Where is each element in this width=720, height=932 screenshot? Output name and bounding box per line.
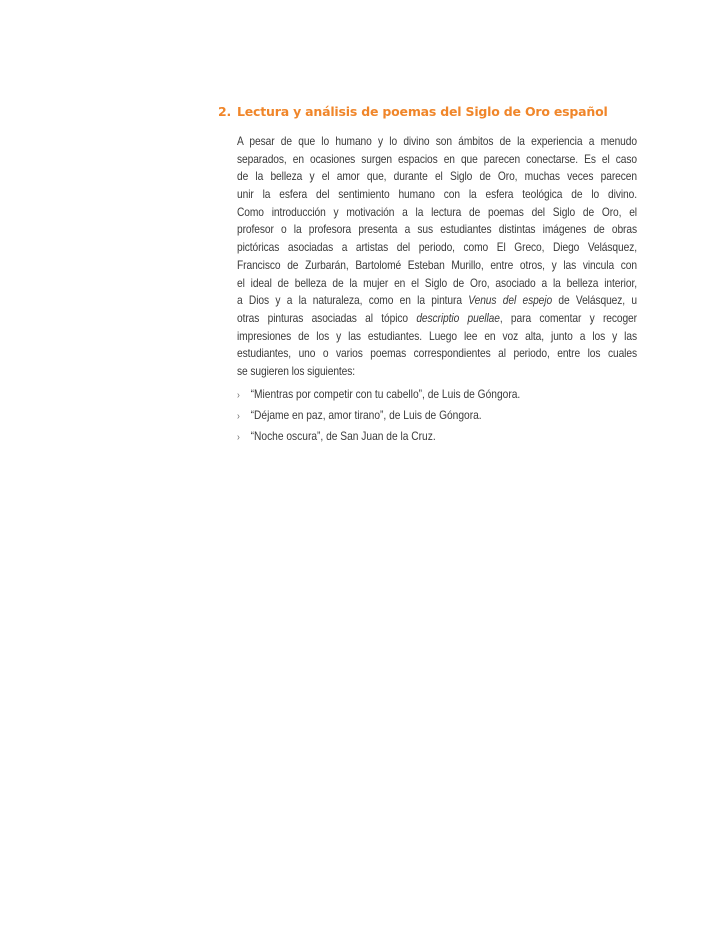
text-segment: a Dios y a la naturaleza, como en la pintura xyxy=(237,293,469,308)
list-item xyxy=(237,405,520,426)
text-segment: Francisco de Zurbarán, Bartolomé Esteban Murillo, entre otros, y las vincula con xyxy=(237,257,637,272)
text-segment: de Velásquez, u xyxy=(552,293,637,308)
text-segment: el ideal de belleza de la mujer en el Siglo de Oro, asociado a la belleza interior, xyxy=(237,275,637,290)
section-heading xyxy=(218,104,608,119)
text-segment: impresiones de los y las estudiantes. Luego lee en voz alta, junto a los y las xyxy=(237,328,637,343)
text-segment: estudiantes, uno o varios poemas correspondientes al periodo, entre los cuales xyxy=(237,346,637,361)
body-paragraph xyxy=(237,133,637,381)
text-segment: se sugieren los siguientes: xyxy=(237,363,356,378)
bullet-chevron-icon: › xyxy=(237,411,240,422)
bullet-chevron-icon: › xyxy=(237,432,240,443)
paragraph-line xyxy=(237,310,637,328)
text-segment: pictóricas asociadas a artistas del periodo, como El Greco, Diego Velásquez, xyxy=(237,240,637,255)
text-segment: de la belleza y el amor que, durante el Siglo de Oro, muchas veces parecen xyxy=(237,169,637,184)
text-segment: separados, en ocasiones surgen espacios en que parecen conectarse. Es el caso xyxy=(237,151,637,166)
paragraph-line xyxy=(237,151,637,169)
italic-title: Venus del espejo xyxy=(468,293,553,308)
paragraph-line xyxy=(237,345,637,363)
text-segment: profesor o la profesora presenta a sus estudiantes distintas imágenes de obras xyxy=(237,222,637,237)
text-segment: A pesar de que lo humano y lo divino son ámbitos de la experiencia a menudo xyxy=(237,134,637,148)
poem-title: “Mientras por competir con tu cabello”, de Luis de Góngora. xyxy=(250,387,521,401)
poem-list xyxy=(237,384,520,447)
paragraph-line xyxy=(237,257,637,275)
text-segment: , para comentar y recoger xyxy=(499,310,637,325)
section-title: Lectura y análisis de poemas del Siglo de Oro español xyxy=(237,104,608,119)
paragraph-line xyxy=(237,239,637,257)
section-number: 2. xyxy=(218,104,232,119)
italic-title: descriptio puellae xyxy=(416,310,500,325)
poem-title: “Noche oscura”, de San Juan de la Cruz. xyxy=(250,429,436,443)
poem-title: “Déjame en paz, amor tirano”, de Luis de Góngora. xyxy=(250,408,482,422)
paragraph-line xyxy=(237,133,637,151)
paragraph-line xyxy=(237,186,637,204)
bullet-chevron-icon: › xyxy=(237,390,240,401)
list-item xyxy=(237,426,520,447)
paragraph-line xyxy=(237,328,637,346)
paragraph-line xyxy=(237,292,637,310)
paragraph-line xyxy=(237,204,637,222)
text-segment: otras pinturas asociadas al tópico xyxy=(237,310,417,325)
paragraph-line xyxy=(237,275,637,293)
paragraph-line xyxy=(237,221,637,239)
list-item xyxy=(237,384,520,405)
paragraph-line xyxy=(237,168,637,186)
text-segment: unir la esfera del sentimiento humano con la esfera teológica de lo divino. xyxy=(237,187,637,202)
paragraph-line xyxy=(237,363,637,381)
text-segment: Como introducción y motivación a la lectura de poemas del Siglo de Oro, el xyxy=(237,204,637,219)
